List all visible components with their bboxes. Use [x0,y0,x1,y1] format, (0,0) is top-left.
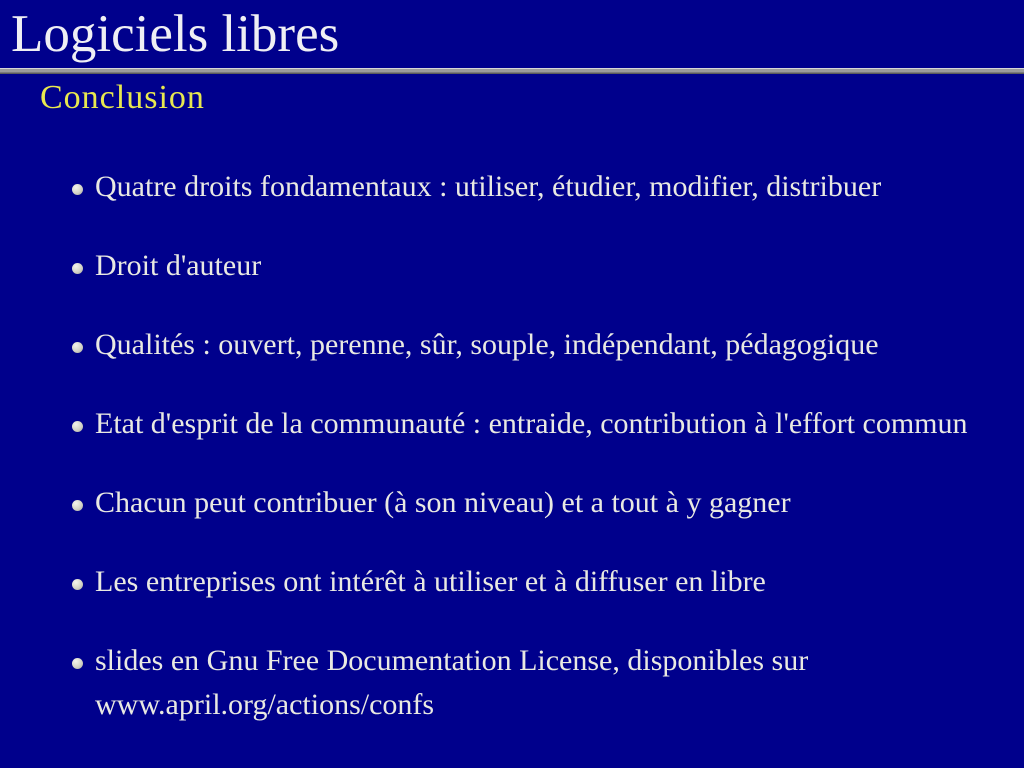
bullet-item [72,323,992,367]
bullet-icon [72,658,83,669]
section-heading: Conclusion [40,79,205,116]
bullet-item [72,165,992,209]
bullet-text: Etat d'esprit de la communauté : entraide, contribution à l'effort commun [95,407,968,440]
bullet-icon [72,421,83,432]
bullet-icon [72,342,83,353]
bullet-icon [72,263,83,274]
bullet-text: Qualités : ouvert, perenne, sûr, souple, indépendant, pédagogique [95,328,879,361]
bullet-text: slides en Gnu Free Documentation License, disponibles sur www.april.org/actions/confs [95,644,809,721]
bullet-item [72,560,992,604]
bullet-icon [72,579,83,590]
bullet-text: Droit d'auteur [95,249,262,282]
bullet-item [72,481,992,525]
bullet-item [72,402,992,446]
bullet-list [72,0,992,768]
bullet-item [72,244,992,288]
bullet-icon [72,184,83,195]
bullet-text: Chacun peut contribuer (à son niveau) et a tout à y gagner [95,486,791,519]
bullet-icon [72,500,83,511]
page-title: Logiciels libres [11,5,340,63]
bullet-text: Les entreprises ont intérêt à utiliser et à diffuser en libre [95,565,766,598]
bullet-item [72,639,992,727]
bullet-text: Quatre droits fondamentaux : utiliser, étudier, modifier, distribuer [95,170,882,203]
